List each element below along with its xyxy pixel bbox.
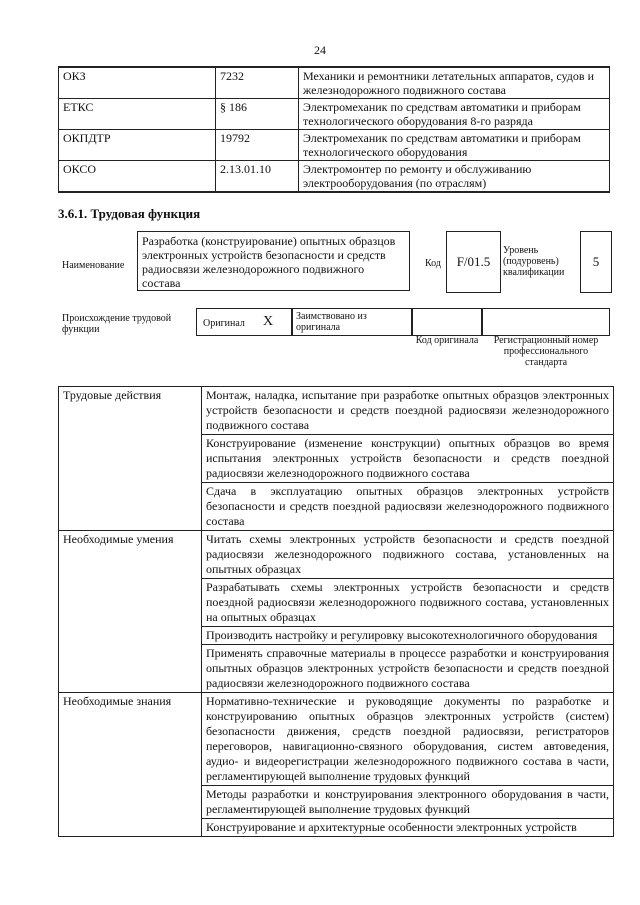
- classifier-row: [59, 99, 610, 130]
- classifier-name: Механики и ремонтники летательных аппаратов, судов и железнодорожного подвижного состава: [299, 67, 610, 99]
- classifier-code: ЕТКС: [59, 99, 216, 130]
- classifier-row: [59, 130, 610, 161]
- details-table: [58, 386, 614, 837]
- classifier-value: 2.13.01.10: [216, 161, 299, 193]
- table-cell: Нормативно-технические и руководящие документы по разработке и конструированию опытных образцов электронных устройств (систем) безопасности движения, средств поездной радиосвязи, регистраторов переговоров, навигационно-связного оборудования, систем автоведения, аудио- и видеорегистрации железнодорожного подвижного состава в части, регламентирующей выполнение трудовых функций: [202, 693, 614, 786]
- table-row: [59, 531, 614, 579]
- table-cell: Читать схемы электронных устройств безопасности и средств поездной радиосвязи железнодорожного подвижного состава, установленных на опытных образцах: [202, 531, 614, 579]
- original-mark: X: [263, 314, 274, 329]
- table-row: [59, 387, 614, 435]
- section-title: 3.6.1. Трудовая функция: [58, 206, 201, 221]
- function-code: F/01.5: [446, 231, 501, 293]
- original-cell: [196, 308, 292, 336]
- table-row: [59, 693, 614, 786]
- borrowed-cell: Заимствовано из оригинала: [292, 308, 412, 336]
- table-cell: Монтаж, наладка, испытание при разработке опытных образцов электронных устройств безопасности и средств поездной радиосвязи железнодорожного подвижного состава: [202, 387, 614, 435]
- classifier-table: [58, 66, 610, 193]
- table-cell: Производить настройку и регулировку высокотехнологичного оборудования: [202, 627, 614, 645]
- classifier-value: 19792: [216, 130, 299, 161]
- row-label: Трудовые действия: [59, 387, 202, 531]
- origin-label: Происхождение трудовой функции: [62, 313, 172, 335]
- reg-number-cell: [482, 308, 610, 336]
- code-label: Код: [425, 258, 441, 269]
- table-cell: Сдача в эксплуатацию опытных образцов электронных устройств безопасности и средств поездной радиосвязи железнодорожного подвижного состава: [202, 483, 614, 531]
- table-cell: Методы разработки и конструирования электронного оборудования в части, регламентирующей выполнение трудовых функций: [202, 786, 614, 819]
- page-number: 24: [314, 43, 326, 57]
- classifier-code: ОКСО: [59, 161, 216, 193]
- code-original-caption: Код оригинала: [415, 335, 479, 346]
- classifier-value: § 186: [216, 99, 299, 130]
- original-label: Оригинал: [203, 318, 245, 329]
- row-label: Необходимые умения: [59, 531, 202, 693]
- classifier-code: ОКПДТР: [59, 130, 216, 161]
- classifier-row: [59, 161, 610, 193]
- classifier-name: Электромонтер по ремонту и обслуживанию электрооборудования (по отраслям): [299, 161, 610, 193]
- reg-number-caption: Регистрационный номер профессионального стандарта: [493, 335, 599, 368]
- classifier-name: Электромеханик по средствам автоматики и приборам технологического оборудования 8-го разряда: [299, 99, 610, 130]
- level-label: Уровень (подуровень) квалификации: [503, 245, 565, 278]
- table-cell: Конструирование и архитектурные особенности электронных устройств: [202, 819, 614, 837]
- function-name: Разработка (конструирование) опытных образцов электронных устройств безопасности и средств радиосвязи железнодорожного подвижного состава: [137, 231, 410, 291]
- table-cell: Разрабатывать схемы электронных устройств безопасности и средств поездной радиосвязи железнодорожного подвижного состава, установленных на опытных образцах: [202, 579, 614, 627]
- classifier-code: ОКЗ: [59, 67, 216, 99]
- level-value: 5: [580, 231, 612, 293]
- table-cell: Применять справочные материалы в процессе разработки и конструирования опытных образцов электронных устройств безопасности и средств поездной радиосвязи железнодорожного подвижного состава: [202, 645, 614, 693]
- code-original-cell: [412, 308, 482, 336]
- name-label: Наименование: [62, 260, 125, 271]
- row-label: Необходимые знания: [59, 693, 202, 837]
- classifier-row: [59, 67, 610, 99]
- table-cell: Конструирование (изменение конструкции) опытных образцов во время испытания электронных устройств безопасности и средств поездной радиосвязи железнодорожного подвижного состава: [202, 435, 614, 483]
- classifier-value: 7232: [216, 67, 299, 99]
- classifier-name: Электромеханик по средствам автоматики и приборам технологического оборудования: [299, 130, 610, 161]
